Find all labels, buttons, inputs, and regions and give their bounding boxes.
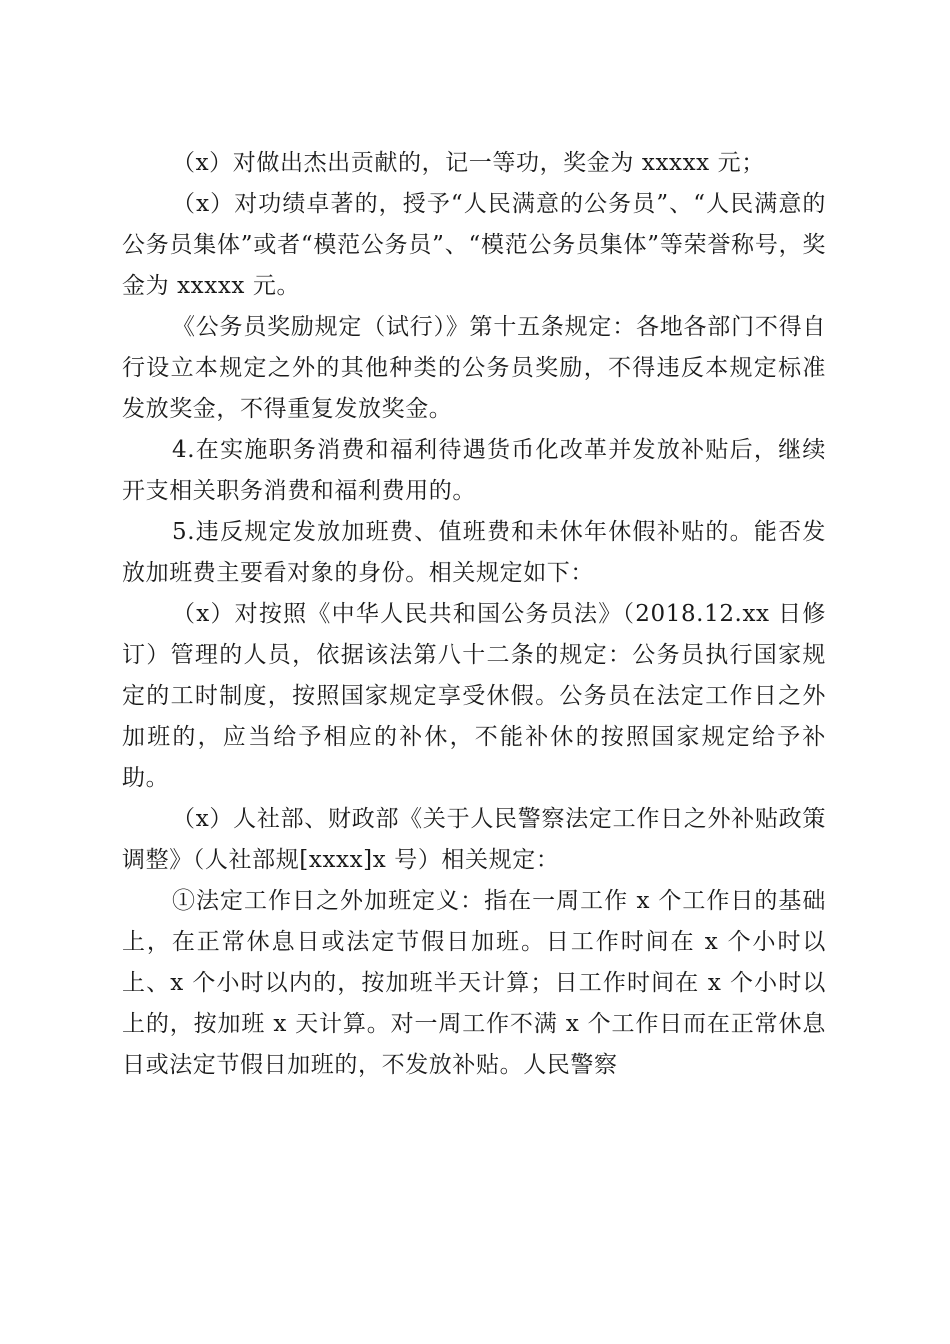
paragraph-first-class-merit: （x）对做出杰出贡献的，记一等功，奖金为 xxxxx 元；	[172, 150, 765, 176]
paragraph-police-subsidy-policy: （x）人社部、财政部《关于人民警察法定工作日之外补贴政策调整》（人社部规[xxxx]x 号）相关规定：	[122, 806, 826, 873]
document-body	[122, 143, 826, 1086]
paragraph-item-5: 5.违反规定发放加班费、值班费和未休年休假补贴的。能否发放加班费主要看对象的身份。相关规定如下：	[122, 519, 826, 586]
paragraph-honorary-title: （x）对功绩卓著的，授予“人民满意的公务员”、“人民满意的公务员集体”或者“模范公务员”、“模范公务员集体”等荣誉称号，奖金为 xxxxx 元。	[122, 191, 826, 299]
paragraph-overtime-definition: ①法定工作日之外加班定义：指在一周工作 x 个工作日的基础上，在正常休息日或法定节假日加班。日工作时间在 x 个小时以上、x 个小时以内的，按加班半天计算；日工作时间在 x 个小时以上的，按加班 x 天计算。对一周工作不满 x 个工作日而在正常休息日或法定节假日加班的，不发放补贴。人民警察	[122, 888, 826, 1078]
paragraph-article-fifteen: 《公务员奖励规定（试行）》第十五条规定：各地各部门不得自行设立本规定之外的其他种类的公务员奖励，不得违反本规定标准发放奖金，不得重复发放奖金。	[122, 314, 826, 422]
paragraph-civil-servant-law: （x）对按照《中华人民共和国公务员法》（2018.12.xx 日修订）管理的人员，依据该法第八十二条的规定：公务员执行国家规定的工时制度，按照国家规定享受休假。公务员在法定工作日之外加班的，应当给予相应的补休，不能补休的按照国家规定给予补助。	[122, 601, 826, 791]
paragraph-item-4: 4.在实施职务消费和福利待遇货币化改革并发放补贴后，继续开支相关职务消费和福利费用的。	[122, 437, 826, 504]
